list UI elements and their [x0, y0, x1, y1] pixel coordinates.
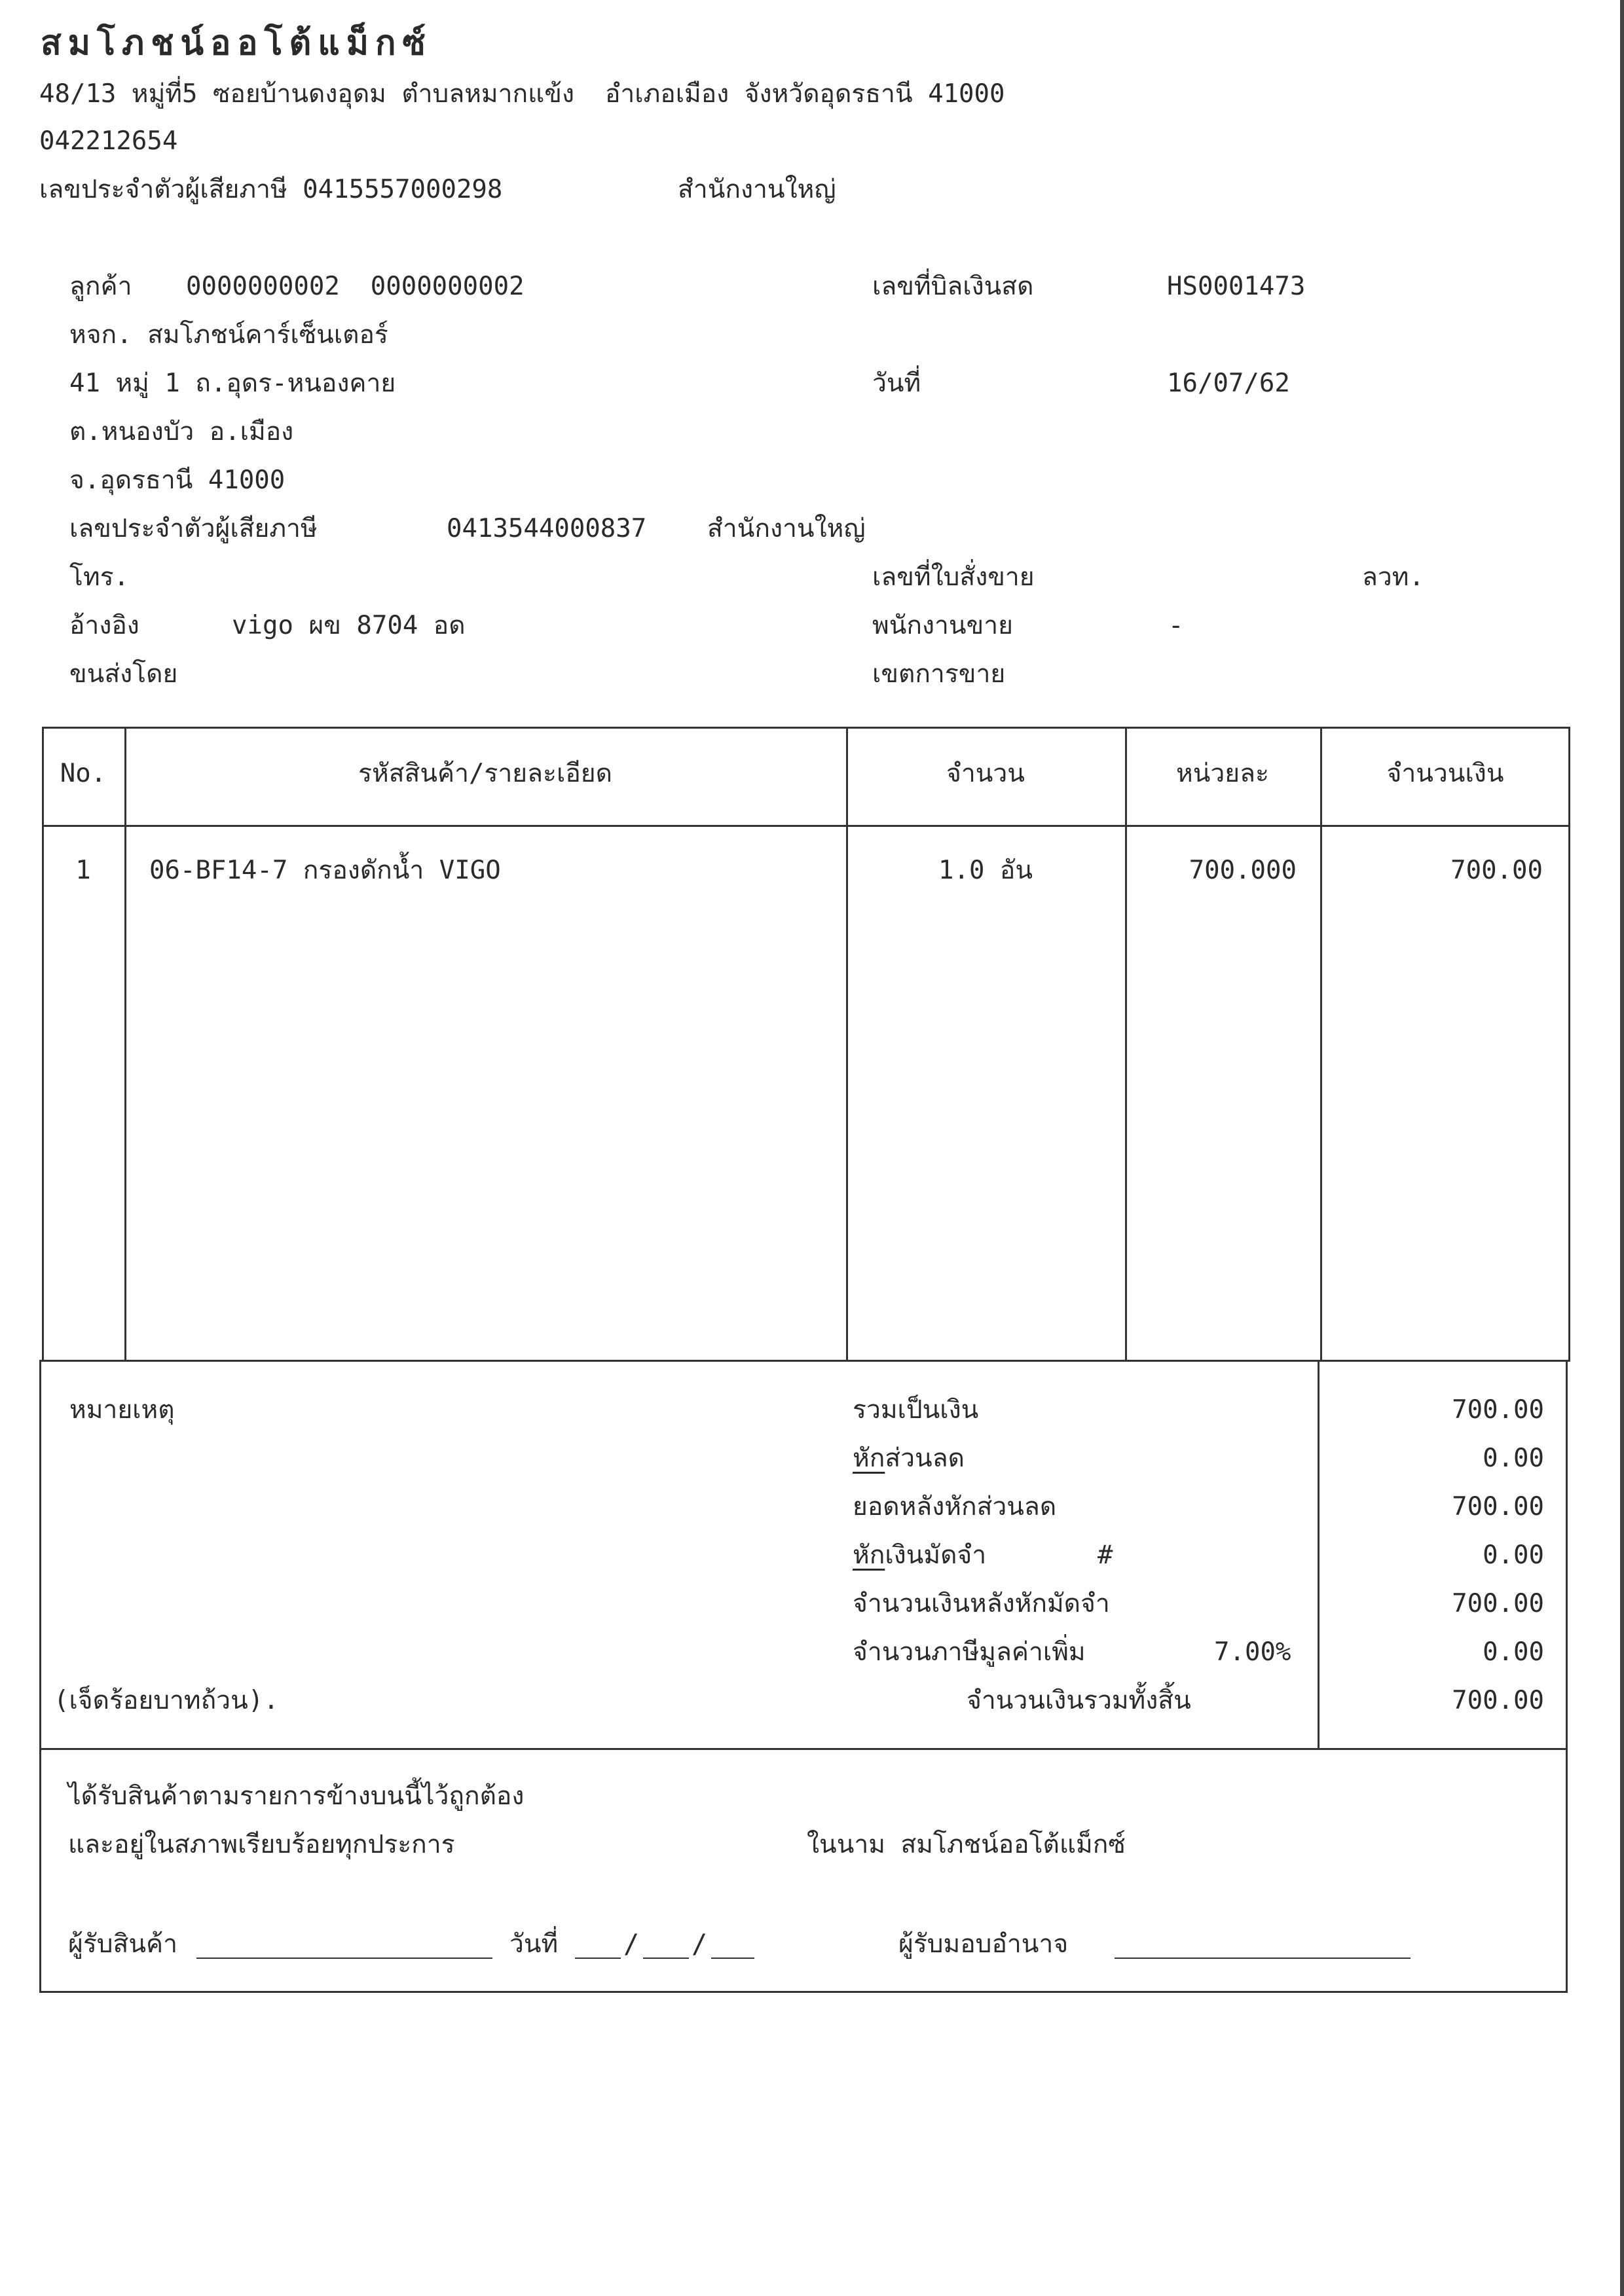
subtotal-label: รวมเป็นเงิน — [853, 1395, 979, 1425]
customer-address-2: ต.หนองบัว อ.เมือง — [69, 417, 294, 446]
receipt-confirmation-line2: และอยู่ในสภาพเรียบร้อยทุกประการ — [68, 1830, 455, 1859]
header-quantity: จำนวน — [946, 759, 1025, 788]
amount-in-words: (เจ็ดร้อยบาทถ้วน). — [54, 1686, 279, 1715]
receiver-signature-line — [196, 1958, 492, 1959]
deposit-label-text: เงินมัดจำ — [885, 1540, 987, 1570]
col-divider-2 — [846, 727, 848, 1362]
company-address: 48/13 หมู่ที่5 ซอยบ้านดงอุดม ตำบลหมากแข้ง อำเภอเมือง จังหวัดอุดรธานี 41000 — [39, 79, 1005, 109]
deposit-hash: # — [1098, 1540, 1113, 1570]
after-deposit-label: จำนวนเงินหลังหักมัดจำ — [853, 1589, 1110, 1618]
sales-area-label: เขตการขาย — [872, 659, 1006, 689]
header-amount: จำนวนเงิน — [1386, 759, 1504, 788]
date-day-line — [575, 1958, 621, 1959]
table-header-divider — [42, 825, 1570, 827]
header-description: รหัสสินค้า/รายละเอียด — [358, 759, 612, 788]
authorized-signature-line — [1115, 1958, 1411, 1959]
receive-date-label: วันที่ — [509, 1929, 559, 1959]
company-tax-id: เลขประจำตัวผู้เสียภาษี 0415557000298 — [39, 175, 503, 204]
sales-order-label: เลขที่ใบสั่งขาย — [872, 562, 1035, 592]
on-behalf-of: ในนาม สมโภชน์ออโต้แม็กซ์ — [807, 1830, 1126, 1859]
customer-tax-label: เลขประจำตัวผู้เสียภาษี — [69, 514, 318, 543]
customer-code: 0000000002 0000000002 — [186, 272, 525, 301]
customer-label: ลูกค้า — [69, 272, 132, 301]
col-divider-3 — [1125, 727, 1127, 1362]
header-no: No. — [60, 759, 107, 788]
company-name: สมโภชน์ออโต้แม็กซ์ — [41, 23, 432, 63]
col-divider-1 — [124, 727, 126, 1362]
customer-branch: สำนักงานใหญ่ — [707, 514, 866, 543]
row-quantity: 1.0 อัน — [938, 856, 1033, 885]
shipping-label: ขนส่งโดย — [69, 659, 178, 689]
receiver-label: ผู้รับสินค้า — [68, 1929, 178, 1959]
customer-address-3: จ.อุดรธานี 41000 — [69, 465, 286, 495]
grand-total-label: จำนวนเงินรวมทั้งสิ้น — [967, 1686, 1191, 1715]
remark-label: หมายเหตุ — [69, 1395, 175, 1425]
date-month-line — [643, 1958, 689, 1959]
grand-total-value: 700.00 — [1452, 1686, 1544, 1715]
date-year-line — [711, 1958, 754, 1959]
deposit-label — [853, 1542, 986, 1568]
authorized-person-label: ผู้รับมอบอำนาจ — [898, 1929, 1069, 1959]
salesperson-label: พนักงานขาย — [872, 611, 1013, 640]
customer-name: หจก. สมโภชน์คาร์เซ็นเตอร์ — [69, 320, 388, 350]
receipt-confirmation-line1: ได้รับสินค้าตามรายการข้างบนนี้ไว้ถูกต้อง — [68, 1781, 525, 1811]
scan-edge — [1620, 0, 1624, 2296]
subtotal-value: 700.00 — [1452, 1395, 1544, 1425]
date-separator: / — [623, 1929, 640, 1959]
discount-label-text: ส่วนลด — [885, 1444, 965, 1473]
items-table — [42, 727, 1570, 1362]
company-branch: สำนักงานใหญ่ — [678, 175, 836, 204]
bill-number-label: เลขที่บิลเงินสด — [872, 272, 1034, 301]
bill-date-label: วันที่ — [872, 369, 921, 398]
col-divider-4 — [1320, 727, 1322, 1362]
vat-rate: 7.00% — [1214, 1637, 1291, 1667]
after-deposit-value: 700.00 — [1452, 1589, 1544, 1618]
bill-date: 16/07/62 — [1167, 369, 1290, 398]
deposit-value: 0.00 — [1483, 1540, 1544, 1570]
salesperson-value: - — [1168, 611, 1184, 640]
row-no: 1 — [75, 856, 91, 885]
bill-number: HS0001473 — [1167, 272, 1306, 301]
sales-order-value: ลวท. — [1362, 562, 1424, 592]
customer-address-1: 41 หมู่ 1 ถ.อุดร-หนองคาย — [69, 369, 396, 398]
customer-phone-label: โทร. — [69, 562, 130, 592]
reference-label: อ้างอิง — [69, 611, 139, 640]
reference-value: vigo ผข 8704 อด — [232, 611, 466, 640]
row-amount: 700.00 — [1450, 856, 1543, 885]
row-description: 06-BF14-7 กรองดักน้ำ VIGO — [149, 856, 501, 885]
row-unit-price: 700.000 — [1189, 856, 1297, 885]
customer-tax-id: 0413544000837 — [447, 514, 647, 543]
header-unit-price: หน่วยละ — [1176, 759, 1269, 788]
discount-label — [853, 1446, 965, 1471]
after-discount-value: 700.00 — [1452, 1492, 1544, 1522]
summary-divider — [1318, 1360, 1320, 1750]
deposit-label-prefix: หัก — [853, 1540, 885, 1570]
discount-label-prefix: หัก — [853, 1444, 885, 1473]
date-separator: / — [692, 1929, 708, 1959]
after-discount-label: ยอดหลังหักส่วนลด — [853, 1492, 1057, 1522]
company-phone: 042212654 — [39, 126, 178, 156]
vat-value: 0.00 — [1483, 1637, 1544, 1667]
vat-label: จำนวนภาษีมูลค่าเพิ่ม — [853, 1637, 1086, 1667]
discount-value: 0.00 — [1483, 1444, 1544, 1473]
